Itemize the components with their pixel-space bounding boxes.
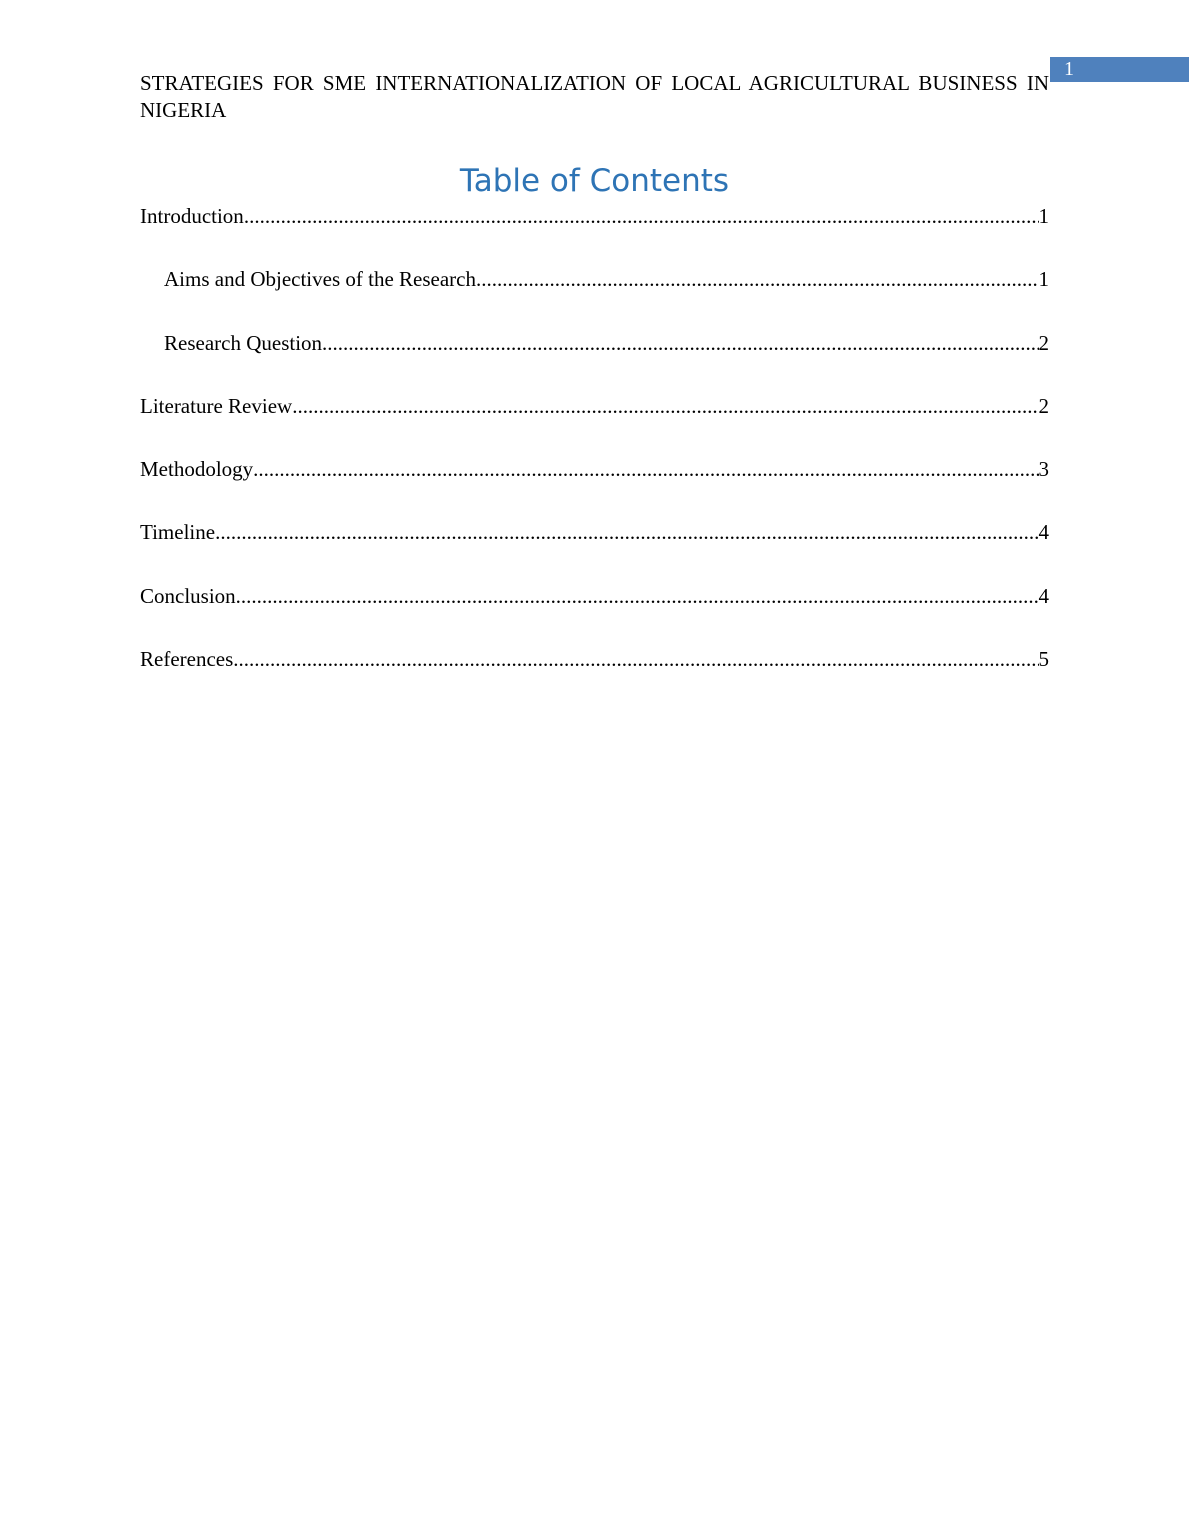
toc-entry-page: 2	[1038, 393, 1049, 418]
toc-entry-page: 4	[1038, 520, 1049, 545]
toc-entry-page: 4	[1038, 583, 1049, 608]
toc-entry-references[interactable]	[140, 643, 1049, 706]
toc-entry-label: Introduction	[140, 204, 244, 228]
toc-entry-page: 5	[1038, 647, 1049, 672]
toc-entry-research-question[interactable]	[140, 327, 1049, 390]
toc-entry-label: Aims and Objectives of the Research	[164, 267, 476, 292]
dot-leader	[236, 580, 1039, 612]
toc-entry-timeline[interactable]	[140, 516, 1049, 579]
toc-entry-label: Timeline	[140, 520, 216, 545]
toc-entry-label: References	[140, 647, 234, 672]
toc-entry-page: 1	[1038, 267, 1049, 292]
toc-entry-page: 3	[1038, 457, 1049, 482]
toc-entry-methodology[interactable]	[140, 453, 1049, 516]
dot-leader	[292, 390, 1038, 422]
dot-leader	[476, 263, 1039, 295]
toc-entry-introduction[interactable]	[140, 200, 1049, 263]
dot-leader	[244, 200, 1039, 232]
dot-leader	[215, 516, 1038, 548]
table-of-contents	[140, 200, 1049, 706]
toc-entry-label: Literature Review	[140, 393, 293, 418]
toc-entry-literature-review[interactable]	[140, 390, 1049, 453]
toc-entry-page: 1	[1038, 204, 1049, 228]
toc-entry-label: Conclusion	[140, 583, 236, 608]
dot-leader	[253, 453, 1038, 485]
toc-entry-aims-and-objectives[interactable]	[140, 263, 1049, 326]
toc-title: Table of Contents	[459, 163, 730, 199]
toc-entry-page: 2	[1038, 330, 1049, 355]
toc-entry-label: Research Question	[164, 330, 323, 355]
running-head: STRATEGIES FOR SME INTERNATIONALIZATION OF LOCAL AGRICULTURAL BUSINESS IN NIGERIA	[140, 71, 1049, 122]
dot-leader	[322, 327, 1038, 359]
toc-entry-conclusion[interactable]	[140, 580, 1049, 643]
toc-entry-label: Methodology	[140, 457, 254, 482]
page-number-badge: 1	[1050, 57, 1189, 82]
dot-leader	[233, 643, 1038, 675]
